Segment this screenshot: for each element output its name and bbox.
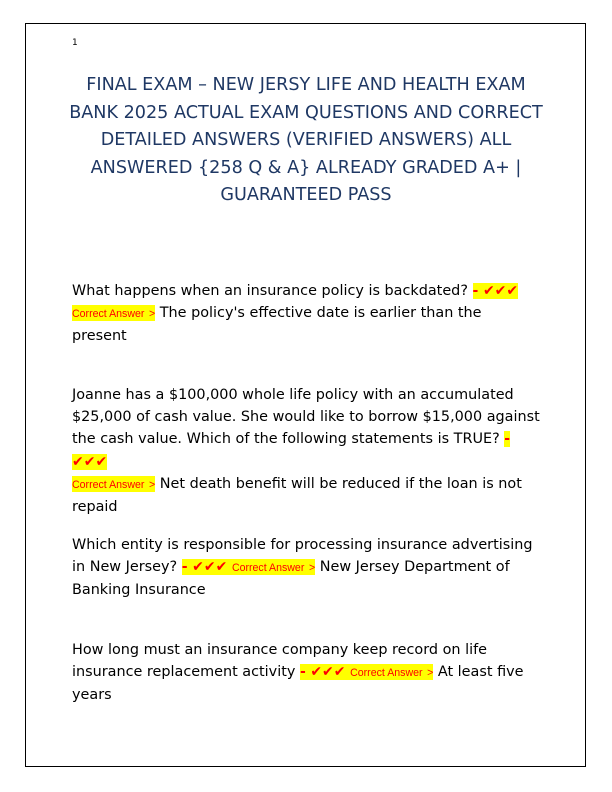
answer-text: The policy's effective date is earlier than the present — [72, 305, 482, 345]
check-marks-icon: ✔✔✔ — [192, 559, 228, 576]
qa-item-2 — [72, 384, 540, 518]
marker-arrow: > — [149, 478, 156, 491]
marker-dash: - — [299, 664, 306, 681]
answer-text: At least five years — [72, 664, 524, 704]
marker-label: Correct Answer — [231, 562, 305, 575]
marker-arrow: > — [427, 667, 434, 680]
correct-answer-marker — [182, 559, 315, 575]
qa-item-4 — [72, 639, 540, 707]
question-text: Which entity is responsible for processing insurance advertising in New Jersey? — [72, 537, 533, 576]
answer-text: Net death benefit will be reduced if the loan is not repaid — [72, 475, 522, 516]
document-title: FINAL EXAM – NEW JERSY LIFE AND HEALTH EXAM BANK 2025 ACTUAL EXAM QUESTIONS AND CORRECT DETAILED ANSWERS (VERIFIED ANSWERS) ALL ANSWERED {258 Q & A} ALREADY GRADED A+ | GUARANTEED PASS — [69, 75, 543, 206]
answer-text: New Jersey Department of Banking Insurance — [72, 559, 510, 599]
marker-dash: - — [504, 431, 511, 448]
marker-arrow: > — [149, 308, 156, 321]
correct-answer-marker — [300, 664, 433, 680]
marker-label: Correct Answer — [72, 478, 145, 491]
marker-dash: - — [472, 283, 479, 299]
qa-item-1 — [72, 280, 540, 348]
question-text: Joanne has a $100,000 whole life policy with an accumulated $25,000 of cash value. She would like to borrow $15,000 against the cash value. Which of the following statements is TRUE? — [72, 387, 540, 448]
marker-label: Correct Answer — [350, 667, 423, 680]
question-text: How long must an insurance company keep record on life insurance replacement activity — [72, 642, 487, 681]
page-number: 1 — [72, 38, 78, 48]
check-marks-icon: ✔✔✔ — [482, 283, 519, 299]
marker-label: Correct Answer — [72, 308, 145, 321]
question-text: What happens when an insurance policy is backdated? — [72, 283, 468, 299]
marker-dash: - — [181, 559, 188, 576]
check-marks-icon: ✔✔✔ — [72, 453, 108, 470]
check-marks-icon: ✔✔✔ — [310, 664, 346, 681]
marker-arrow: > — [308, 562, 316, 575]
qa-item-3 — [72, 534, 540, 602]
